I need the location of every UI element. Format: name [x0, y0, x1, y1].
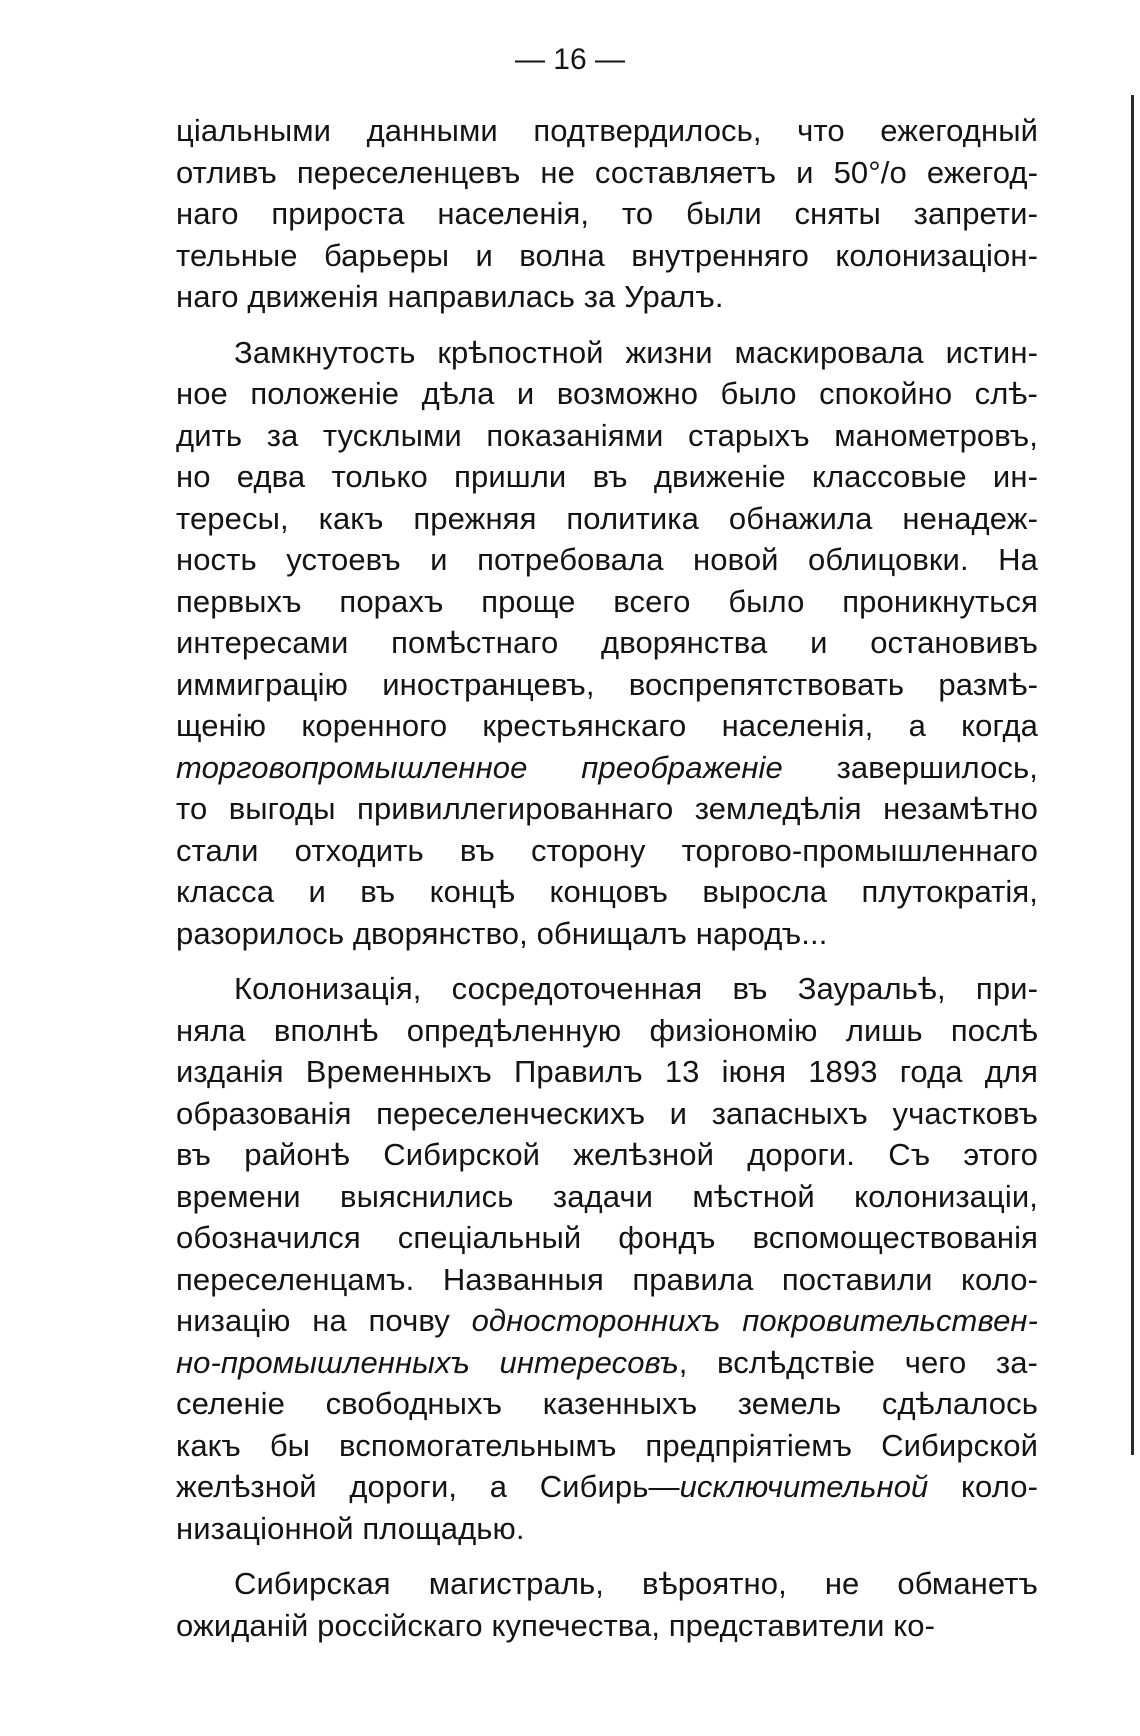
text-run: стали отходить въ сторону торгово-промышленнаго — [176, 832, 1038, 868]
text-run: какъ бы вспомогательнымъ предпріятіемъ Сибирской — [176, 1427, 1038, 1463]
text-line — [176, 456, 1038, 498]
text-line — [176, 1300, 1038, 1342]
text-line — [176, 1093, 1038, 1135]
text-line — [176, 1605, 1038, 1647]
text-line — [176, 235, 1038, 277]
scan-edge — [1131, 95, 1134, 1455]
text-line — [176, 110, 1038, 152]
text-run: Замкнутость крѣпостной жизни маскировала истин- — [234, 334, 1038, 370]
text-run: иммиграцію иностранцевъ, воспрепятствовать размѣ- — [176, 666, 1038, 702]
text-run: Сибирская магистраль, вѣроятно, не обманетъ — [234, 1566, 1038, 1601]
text-line — [176, 193, 1038, 235]
text-line — [176, 1259, 1038, 1301]
text-run: интересами помѣстнаго дворянства и остановивъ — [176, 625, 1038, 660]
paragraph-gap — [176, 1549, 1038, 1563]
text-run: коло- — [928, 1469, 1038, 1504]
text-line — [176, 622, 1038, 664]
text-run: дить за тусклыми показаніями старыхъ манометровъ, — [176, 417, 1038, 453]
text-run: тельные барьеры и волна внутренняго колонизаціон- — [176, 237, 1038, 273]
text-line — [176, 788, 1038, 830]
text-run: ціальными данными подтвердилось, что ежегодный — [176, 113, 1038, 148]
text-line — [176, 415, 1038, 457]
text-run: разорилось дворянство, обнищалъ народъ... — [176, 915, 828, 951]
text-line — [176, 581, 1038, 623]
text-run: Колонизація, сосредоточенная въ Зауральѣ, при- — [234, 971, 1038, 1006]
emphasized-text: торговопромышленное преображеніе — [176, 749, 783, 785]
emphasized-text: но-промышленныхъ интересовъ — [176, 1344, 679, 1380]
text-run: завершилось, — [782, 749, 1038, 785]
paragraph-gap — [176, 954, 1038, 968]
text-run: наго прироста населенія, то были сняты запрети- — [176, 196, 1038, 231]
text-run: изданія Временныхъ Правилъ 13 іюня 1893 года для — [176, 1054, 1038, 1089]
text-line — [176, 373, 1038, 415]
text-line — [176, 1217, 1038, 1259]
text-run: но едва только пришли въ движеніе классовые ин- — [176, 459, 1038, 494]
emphasized-text: одностороннихъ покровительствен- — [471, 1303, 1038, 1338]
text-line — [176, 913, 1038, 955]
text-run: обозначился спеціальный фондъ вспомоществованія — [176, 1220, 1038, 1255]
paragraph-gap — [176, 318, 1038, 332]
text-run: первыхъ порахъ проще всего было проникнуться — [176, 583, 1038, 619]
text-line — [176, 1010, 1038, 1052]
text-line — [176, 705, 1038, 747]
text-line — [176, 830, 1038, 872]
paragraph — [176, 1563, 1038, 1646]
text-line — [176, 276, 1038, 318]
text-line — [176, 498, 1038, 540]
text-run: отливъ переселенцевъ не составляетъ и 50°/о ежегод- — [176, 154, 1038, 190]
text-line — [176, 1466, 1038, 1508]
text-line — [176, 539, 1038, 581]
text-run: въ районѣ Сибирской желѣзной дороги. Съ этого — [176, 1137, 1038, 1172]
text-run: низаціонной площадью. — [176, 1510, 525, 1546]
text-run: низацію на почву — [176, 1303, 472, 1338]
text-line — [176, 664, 1038, 706]
text-run: образованія переселенческихъ и запасныхъ участковъ — [176, 1095, 1038, 1131]
text-block — [176, 110, 1038, 1646]
emphasized-text: исключительной — [679, 1469, 929, 1504]
text-run: ное положеніе дѣла и возможно было спокойно слѣ- — [176, 376, 1038, 411]
text-line — [176, 1425, 1038, 1467]
text-line — [176, 1342, 1038, 1384]
text-run: времени выяснились задачи мѣстной колонизаціи, — [176, 1178, 1038, 1214]
text-run: , вслѣдствіе чего за- — [678, 1344, 1038, 1380]
text-line — [176, 1134, 1038, 1176]
text-line — [176, 1563, 1038, 1605]
text-run: наго движенія направилась за Уралъ. — [176, 279, 724, 314]
paragraph — [176, 968, 1038, 1549]
text-run: няла вполнѣ опредѣленную физіономію лишь послѣ — [176, 1012, 1038, 1048]
text-run: ность устоевъ и потребовала новой облицовки. На — [176, 542, 1038, 577]
text-line — [176, 1383, 1038, 1425]
text-line — [176, 332, 1038, 374]
text-line — [176, 871, 1038, 913]
paragraph — [176, 110, 1038, 318]
text-run: тересы, какъ прежняя политика обнажила ненадеж- — [176, 500, 1038, 536]
text-run: желѣзной дороги, а Сибирь— — [176, 1469, 680, 1504]
text-run: щенію коренного крестьянскаго населенія, а когда — [176, 708, 1038, 743]
text-run: то выгоды привиллегированнаго земледѣлія незамѣтно — [176, 791, 1038, 826]
text-run: селеніе свободныхъ казенныхъ земель сдѣлалось — [176, 1386, 1038, 1421]
text-line — [176, 747, 1038, 789]
text-line — [176, 968, 1038, 1010]
page-number: — 16 — — [514, 43, 626, 76]
text-run: ожиданій россійскаго купечества, представители ко- — [176, 1607, 936, 1643]
paragraph — [176, 332, 1038, 955]
text-line — [176, 1051, 1038, 1093]
text-run: переселенцамъ. Названныя правила поставили коло- — [176, 1261, 1038, 1297]
text-run: класса и въ концѣ концовъ выросла плутократія, — [176, 874, 1038, 909]
text-line — [176, 1508, 1038, 1550]
text-line — [176, 152, 1038, 194]
text-line — [176, 1176, 1038, 1218]
